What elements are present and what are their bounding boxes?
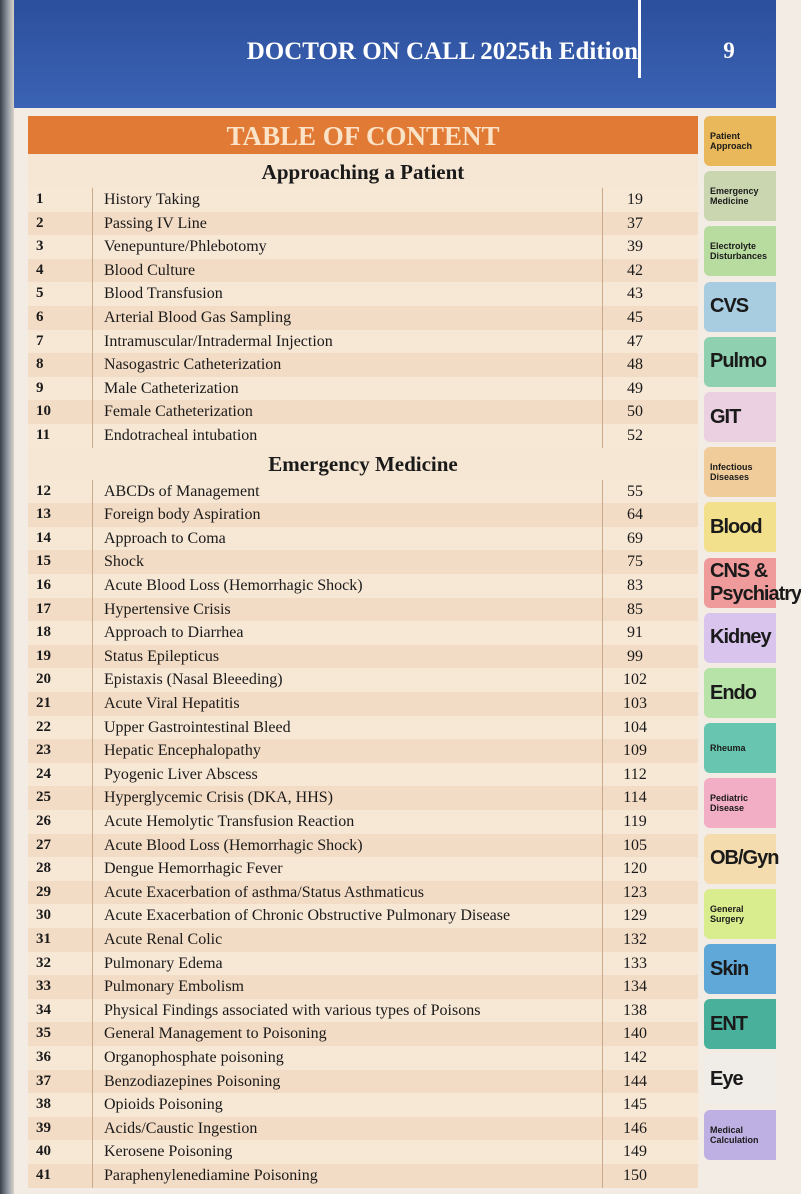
toc-row-title: Kerosene Poisoning [104,1143,233,1161]
toc-row-page: 99 [627,647,643,665]
toc-row-page: 150 [623,1166,647,1184]
section-tab[interactable] [704,502,776,552]
section-tab-label: Pulmo [710,350,767,373]
column-divider [92,480,93,1188]
book-spine-shadow [0,0,14,1194]
toc-row-number: 1 [36,191,44,207]
toc-row-page: 52 [627,427,643,444]
toc-row-number: 38 [36,1096,51,1113]
toc-row-title: Hepatic Encephalopathy [104,742,261,760]
toc-row-title: Acute Blood Loss (Hemorrhagic Shock) [104,836,363,854]
toc-row-title: Acids/Caustic Ingestion [104,1119,258,1137]
toc-row-number: 11 [36,427,51,443]
toc-row-page: 112 [623,765,647,783]
toc-row-title: ABCDs of Management [104,482,260,500]
toc-row [28,716,698,740]
section-tab-label: CVS [710,295,749,318]
toc-row [28,692,698,716]
toc-row-number: 31 [36,930,51,947]
toc-row-number: 13 [36,506,51,523]
section-tab[interactable] [704,613,776,663]
section-tab-label: Patient Approach [710,131,753,151]
toc-row-title: Acute Viral Hepatitis [104,694,240,712]
toc-row-number: 6 [36,309,44,325]
page-number: 9 [723,38,735,63]
toc-row-title: Blood Transfusion [104,285,223,303]
toc-row [28,999,698,1023]
section-heading: Approaching a Patient [261,160,465,184]
column-divider [602,480,603,1188]
toc-row-number: 28 [36,860,51,877]
toc-row-page: 55 [627,482,643,500]
toc-row-number: 19 [36,647,51,664]
toc-row-number: 15 [36,553,51,570]
toc-row [28,1070,698,1094]
section-tab[interactable] [704,282,776,332]
toc-row [28,928,698,952]
toc-row-number: 12 [36,482,51,499]
toc-row-title: Opioids Poisoning [104,1096,223,1114]
toc-row [28,188,698,212]
header-divider [638,0,641,78]
section-tab-label: GIT [710,405,741,428]
toc-row-page: 133 [623,954,647,972]
toc-row-number: 33 [36,978,51,995]
toc-row [28,810,698,834]
toc-row [28,259,698,283]
section-heading: Emergency Medicine [268,451,458,476]
toc-row [28,857,698,881]
toc-row-title: Acute Exacerbation of Chronic Obstructive Pulmonary Disease [104,907,511,925]
toc-row-number: 5 [36,285,44,302]
toc-row-page: 104 [623,718,647,736]
section-tab-label: General Surgery [710,903,745,924]
toc-row [28,330,698,354]
toc-row-page: 48 [627,356,643,374]
toc-row-title: Acute Blood Loss (Hemorrhagic Shock) [104,576,363,594]
toc-row-number: 16 [36,576,51,593]
toc-row-number: 40 [36,1143,51,1160]
section-tab-label: Emergency Medicine [710,186,759,207]
toc-row [28,1164,698,1188]
toc-row-number: 24 [36,765,51,782]
toc-row-title: Upper Gastrointestinal Bleed [104,718,291,736]
toc-row-number: 32 [36,954,51,971]
toc-row-number: 25 [36,789,51,806]
toc-row-number: 7 [36,332,44,349]
toc-row-number: 20 [36,671,51,688]
section-tab[interactable] [704,1110,776,1160]
toc-row-number: 14 [36,529,51,546]
toc-row-title: Organophosphate poisoning [104,1048,284,1066]
page-header [14,0,776,108]
toc-row-number: 10 [36,403,51,420]
toc-row-page: 45 [627,309,643,326]
toc-row-page: 149 [623,1143,647,1161]
toc-row [28,1140,698,1164]
toc-row [28,1117,698,1141]
section-tab-label: Blood [710,515,762,538]
toc-row-title: Physical Findings associated with various types of Poisons [104,1001,481,1019]
section-tab[interactable] [704,1054,776,1104]
toc-row-title: Female Catheterization [104,403,253,421]
toc-row-number: 35 [36,1025,51,1042]
section-tab-label: OB/Gyn [710,847,779,870]
toc-row-title: Venepunture/Phlebotomy [104,238,267,256]
toc-row [28,786,698,810]
toc-row-title: Hypertensive Crisis [104,600,231,618]
toc-row-page: 102 [623,671,647,689]
toc-row-page: 64 [627,506,643,524]
toc-row-title: Nasogastric Catheterization [104,356,282,374]
toc-row-title: Dengue Hemorrhagic Fever [104,860,283,878]
section-tab[interactable] [704,723,776,773]
toc-row-page: 132 [623,930,647,948]
toc-row-page: 85 [627,600,643,618]
toc-row-page: 91 [627,624,643,642]
book-title: DOCTOR ON CALL 2025th Edition [246,38,638,65]
section-tab[interactable] [704,834,779,884]
toc-row-page: 146 [623,1119,647,1137]
toc-row-title: Status Epilepticus [104,647,220,665]
toc-row-title: Acute Hemolytic Transfusion Reaction [104,812,355,830]
toc-row-number: 17 [36,600,51,617]
toc-row [28,739,698,763]
toc-row-page: 138 [623,1001,647,1019]
section-tab[interactable] [704,778,776,828]
toc-row [28,1093,698,1117]
toc-row-page: 69 [627,529,643,547]
toc-row-page: 123 [623,883,647,901]
toc-row-title: Passing IV Line [104,214,207,232]
section-tab-label: Medical Calculation [710,1124,759,1145]
toc-row-number: 3 [36,238,44,255]
toc-row [28,668,698,692]
toc-row-page: 119 [623,812,647,830]
toc-row-number: 8 [36,356,44,373]
section-tab-label: Rheuma [710,743,746,754]
toc-row [28,598,698,622]
toc-row-title: Pyogenic Liver Abscess [104,765,258,783]
toc-row-title: General Management to Poisoning [104,1025,327,1043]
toc-row-title: Shock [104,553,144,571]
toc-row-title: Endotracheal intubation [104,427,258,444]
toc-row [28,574,698,598]
toc-banner: TABLE OF CONTENT [28,116,698,154]
table-of-content [28,116,698,1184]
toc-row-page: 50 [627,403,643,421]
toc-row-number: 39 [36,1119,51,1136]
section-tab-label: ENT [710,1012,747,1035]
toc-row-page: 105 [623,836,647,854]
section-tab-label: CNS & Psychiatry [710,559,801,605]
toc-row [28,282,698,306]
toc-row [28,212,698,236]
toc-row [28,952,698,976]
toc-row-number: 30 [36,907,51,924]
toc-row-page: 145 [623,1096,647,1114]
toc-row-page: 142 [623,1048,647,1066]
toc-row-page: 134 [623,978,647,996]
toc-row-page: 144 [623,1072,647,1090]
toc-row-number: 18 [36,624,51,641]
section-tab[interactable] [704,171,776,221]
toc-row-title: Intramuscular/Intradermal Injection [104,332,333,350]
toc-row-page: 49 [627,379,643,397]
toc-row [28,480,698,504]
toc-row [28,904,698,928]
toc-row [28,763,698,787]
toc-row [28,527,698,551]
toc-row [28,621,698,645]
toc-row [28,834,698,858]
toc-row-number: 2 [36,214,44,231]
section-tab-label: Infectious Diseases [710,462,753,483]
toc-row-page: 83 [627,576,643,594]
toc-row-title: Pulmonary Edema [104,954,223,972]
section-tab-label: Endo [710,681,756,704]
toc-row-number: 41 [36,1166,51,1183]
toc-row-title: Foreign body Aspiration [104,506,261,524]
toc-row-title: Hyperglycemic Crisis (DKA, HHS) [104,789,334,807]
toc-row [28,975,698,999]
toc-row-number: 9 [36,379,44,396]
toc-row [28,503,698,527]
toc-row-page: 114 [623,789,647,807]
section-tab[interactable] [704,392,776,442]
toc-row-page: 37 [627,214,643,232]
section-tab-label: Skin [710,957,749,980]
section-tab[interactable] [704,999,776,1049]
toc-row [28,1046,698,1070]
toc-row-page: 47 [627,332,643,350]
toc-row-page: 129 [623,907,647,925]
section-tab-label: Kidney [710,626,771,649]
toc-row-title: History Taking [104,191,200,208]
toc-row-title: Approach to Diarrhea [104,624,244,642]
toc-row [28,377,698,401]
section-tab[interactable] [704,337,776,387]
toc-row [28,306,698,330]
toc-row-title: Male Catheterization [104,379,239,397]
toc-row-number: 4 [36,261,44,278]
toc-row-page: 140 [623,1025,647,1043]
section-tab[interactable] [704,668,776,718]
column-divider [602,188,603,448]
toc-row [28,1022,698,1046]
toc-row-title: Acute Renal Colic [104,930,223,948]
toc-row-number: 27 [36,836,51,853]
toc-row-title: Pulmonary Embolism [104,978,244,996]
toc-row-number: 34 [36,1001,51,1018]
toc-row-number: 36 [36,1048,51,1065]
toc-row-title: Benzodiazepines Poisoning [104,1072,281,1090]
section-tab[interactable] [704,944,776,994]
toc-row-page: 120 [623,860,647,878]
toc-row [28,353,698,377]
toc-row-page: 43 [627,285,643,303]
toc-row [28,424,698,448]
toc-row-title: Acute Exacerbation of asthma/Status Asthmaticus [104,883,424,901]
section-tab-label: Pediatric Disease [710,793,749,814]
section-tab-label: Eye [710,1067,743,1090]
toc-row-page: 39 [627,238,643,256]
toc-row-page: 19 [627,191,643,208]
toc-row-page: 109 [623,742,647,760]
toc-row-number: 23 [36,742,51,759]
section-tab-label: Electrolyte Disturbances [710,241,768,262]
toc-row [28,881,698,905]
toc-row-title: Arterial Blood Gas Sampling [104,309,292,326]
toc-row-page: 75 [627,553,643,571]
column-divider [92,188,93,448]
toc-row-number: 37 [36,1072,51,1089]
section-tab[interactable] [704,447,776,497]
toc-row-title: Paraphenylenediamine Poisoning [104,1166,318,1184]
toc-row [28,550,698,574]
toc-row [28,400,698,424]
toc-row-number: 26 [36,812,51,829]
section-tab[interactable] [704,116,776,166]
toc-row-number: 29 [36,883,51,900]
toc-row-title: Approach to Coma [104,529,226,547]
toc-row-page: 42 [627,261,643,279]
toc-row [28,645,698,669]
section-tab[interactable] [704,226,776,276]
toc-row [28,235,698,259]
section-tab[interactable] [704,889,776,939]
section-tab[interactable] [704,558,801,608]
toc-row-page: 103 [623,694,647,712]
toc-row-number: 21 [36,694,51,711]
toc-row-number: 22 [36,718,51,735]
toc-row-title: Epistaxis (Nasal Bleeeding) [104,671,283,689]
toc-row-title: Blood Culture [104,261,196,279]
